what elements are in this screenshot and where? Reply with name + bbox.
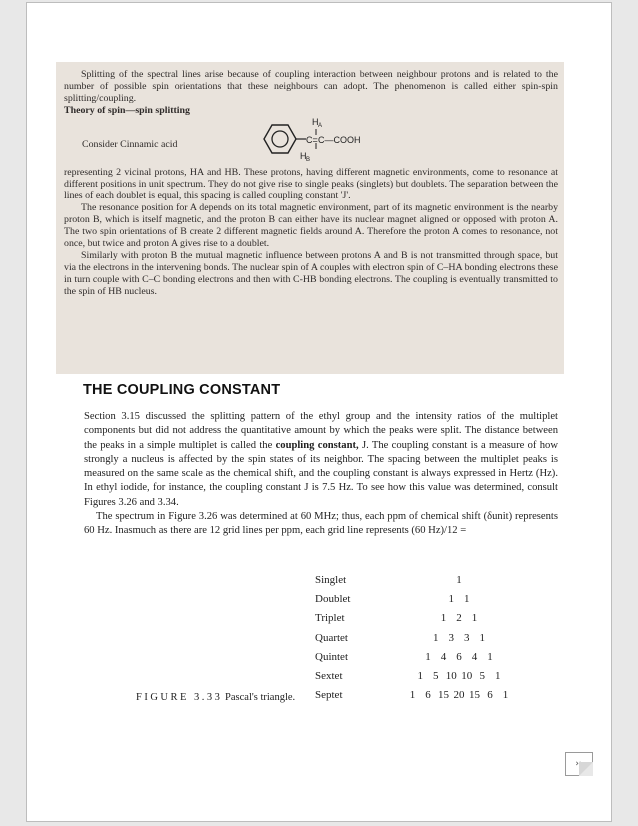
scanned-textbook-excerpt	[56, 62, 564, 374]
pascal-coefficient: 10	[445, 670, 457, 682]
body-p1-after: J. The coupling constant is a measure of how strongly a nucleus is affected by the spin states of its neighbor. The spacing between the multiplet peaks is measured on the same scale as the chemical shift, and the coupling constant is always expressed in Hertz (Hz). In ethyl iodide, for instance, the coupling constant J is 7.5 Hz. To see how this value was determined, consult Figures 3.26 and 3.34.	[84, 439, 558, 508]
scan-paragraph-2: representing 2 vicinal protons, HA and HB. These protons, having different magnetic environments, come to resonance at different positions in unit spectrum. They do not give rise to single peaks (singlets) but doublets. The separation between the lines of each doublet is equal, this spacing is called coupling constant 'J'.	[64, 166, 558, 202]
pascal-row-label: Doublet	[315, 593, 351, 606]
struct-ha: H	[312, 116, 319, 127]
pascal-coefficient: 4	[440, 650, 447, 663]
pascal-row-doublet	[315, 593, 545, 612]
pascal-coefficient: 1	[495, 670, 501, 682]
pascal-coefficient: 1	[409, 689, 416, 702]
pascal-coefficient: 3	[464, 631, 470, 644]
pascal-coefficient: 2	[456, 612, 462, 625]
pascal-coefficient: 3	[448, 631, 454, 644]
pascal-coefficient: 1	[471, 612, 478, 625]
pascal-coefficient: 1	[440, 612, 447, 625]
struct-cooh: C—COOH	[318, 134, 361, 145]
pascal-row-label: Quartet	[315, 631, 348, 644]
pascal-row-quintet	[315, 651, 545, 670]
body-p1-before: Section 3.15 discussed the splitting pattern of the ethyl group and the intensity ratios of the multiplet components but did not address the quantitative amount by which the peaks were split. The distance between the peaks in a simple multiplet is called the	[84, 411, 558, 451]
body-paragraph-2: The spectrum in Figure 3.26 was determined at 60 MHz; thus, each ppm of chemical shift (δunit) represents 60 Hz. Inasmuch as there are 12 grid lines per ppm, each grid line represents (60 Hz)/12 =	[84, 511, 558, 537]
section-title: THE COUPLING CONSTANT	[83, 382, 281, 398]
pascal-coefficient: 1	[487, 650, 493, 663]
pascal-coefficient: 1	[425, 650, 431, 663]
coupling-constant-term: coupling constant,	[275, 439, 359, 451]
pascal-row-label: Sextet	[315, 670, 343, 682]
consider-label: Consider Cinnamic acid	[82, 138, 178, 150]
pascal-coefficient: 1	[502, 689, 509, 702]
pascal-coefficient: 10	[461, 670, 473, 682]
body-paragraph-1	[84, 410, 558, 510]
pascal-coefficient: 20	[453, 689, 465, 702]
pascal-coefficient: 1	[433, 631, 439, 644]
struct-hb: H	[300, 150, 307, 161]
cinnamic-acid-structure	[64, 117, 558, 167]
body-text	[84, 410, 558, 539]
scan-paragraph-3: The resonance position for A depends on its total magnetic environment, part of its magnetic environment is the nearby proton B, which is itself magnetic, and the proton B can either have its nuclear magnet aligned or opposed with proton A. The two spin orientations of B create 2 different magnetic fields around A. Therefore the proton A comes to resonance, not once, but twice and proton A gives rise to a doublet.	[64, 202, 558, 250]
struct-hb-sub: B	[306, 156, 311, 163]
pascal-coefficient: 15	[438, 689, 449, 702]
pascal-row-label: Septet	[315, 689, 343, 702]
corner-mark: ››	[575, 759, 583, 769]
pascal-row-sextet	[315, 670, 545, 689]
figure-label: FIGURE 3.33	[136, 692, 223, 703]
pascal-coefficient: 6	[456, 650, 462, 663]
pascal-coefficient: 6	[425, 689, 431, 702]
scan-paragraph-1: Splitting of the spectral lines arise because of coupling interaction between neighbour protons and is related to the number of possible spin orientations that these neighbours can adopt. The phenomenon is called either spin-spin splitting/coupling.	[64, 69, 558, 104]
pascal-row-label: Singlet	[315, 574, 347, 586]
pascal-row-quartet	[315, 632, 545, 651]
pascal-coefficient: 6	[487, 689, 493, 702]
pascal-coefficient: 1	[464, 593, 470, 606]
figure-caption-text: Pascal's triangle.	[222, 692, 296, 703]
page-curl-icon	[565, 752, 593, 776]
figure-caption	[136, 692, 295, 703]
scan-paragraph-4: Similarly with proton B the mutual magnetic influence between protons A and B is not transmitted through space, but via the electrons in the intervening bonds. The nuclear spin of A couples with electron spin of C–HA bonding electrons these in turn couple with C–C bonding electrons and then with C-HB bonding electrons. The coupling is eventually transmitted to the spin of HB nucleus.	[64, 249, 558, 297]
pascal-row-label: Triplet	[315, 612, 345, 625]
pascal-row-septet	[315, 689, 545, 708]
benzene-ring-diagram	[254, 115, 404, 169]
struct-ha-sub: A	[318, 122, 323, 129]
pascal-coefficient: 5	[479, 670, 485, 682]
pascal-row-label: Quintet	[315, 650, 348, 663]
pascal-coefficient: 1	[456, 574, 462, 586]
pascal-coefficient: 15	[469, 689, 480, 702]
pascal-coefficient: 1	[417, 670, 423, 682]
pascal-row-singlet	[315, 574, 545, 593]
pascal-row-triplet	[315, 612, 545, 631]
pascal-coefficient: 1	[479, 631, 485, 644]
scan-heading: Theory of spin—spin splitting	[64, 104, 190, 116]
pascal-coefficient: 5	[433, 670, 439, 682]
struct-c-eq: C=	[306, 134, 318, 145]
pascal-coefficient: 4	[471, 650, 478, 663]
pascal-coefficient: 1	[448, 593, 454, 606]
